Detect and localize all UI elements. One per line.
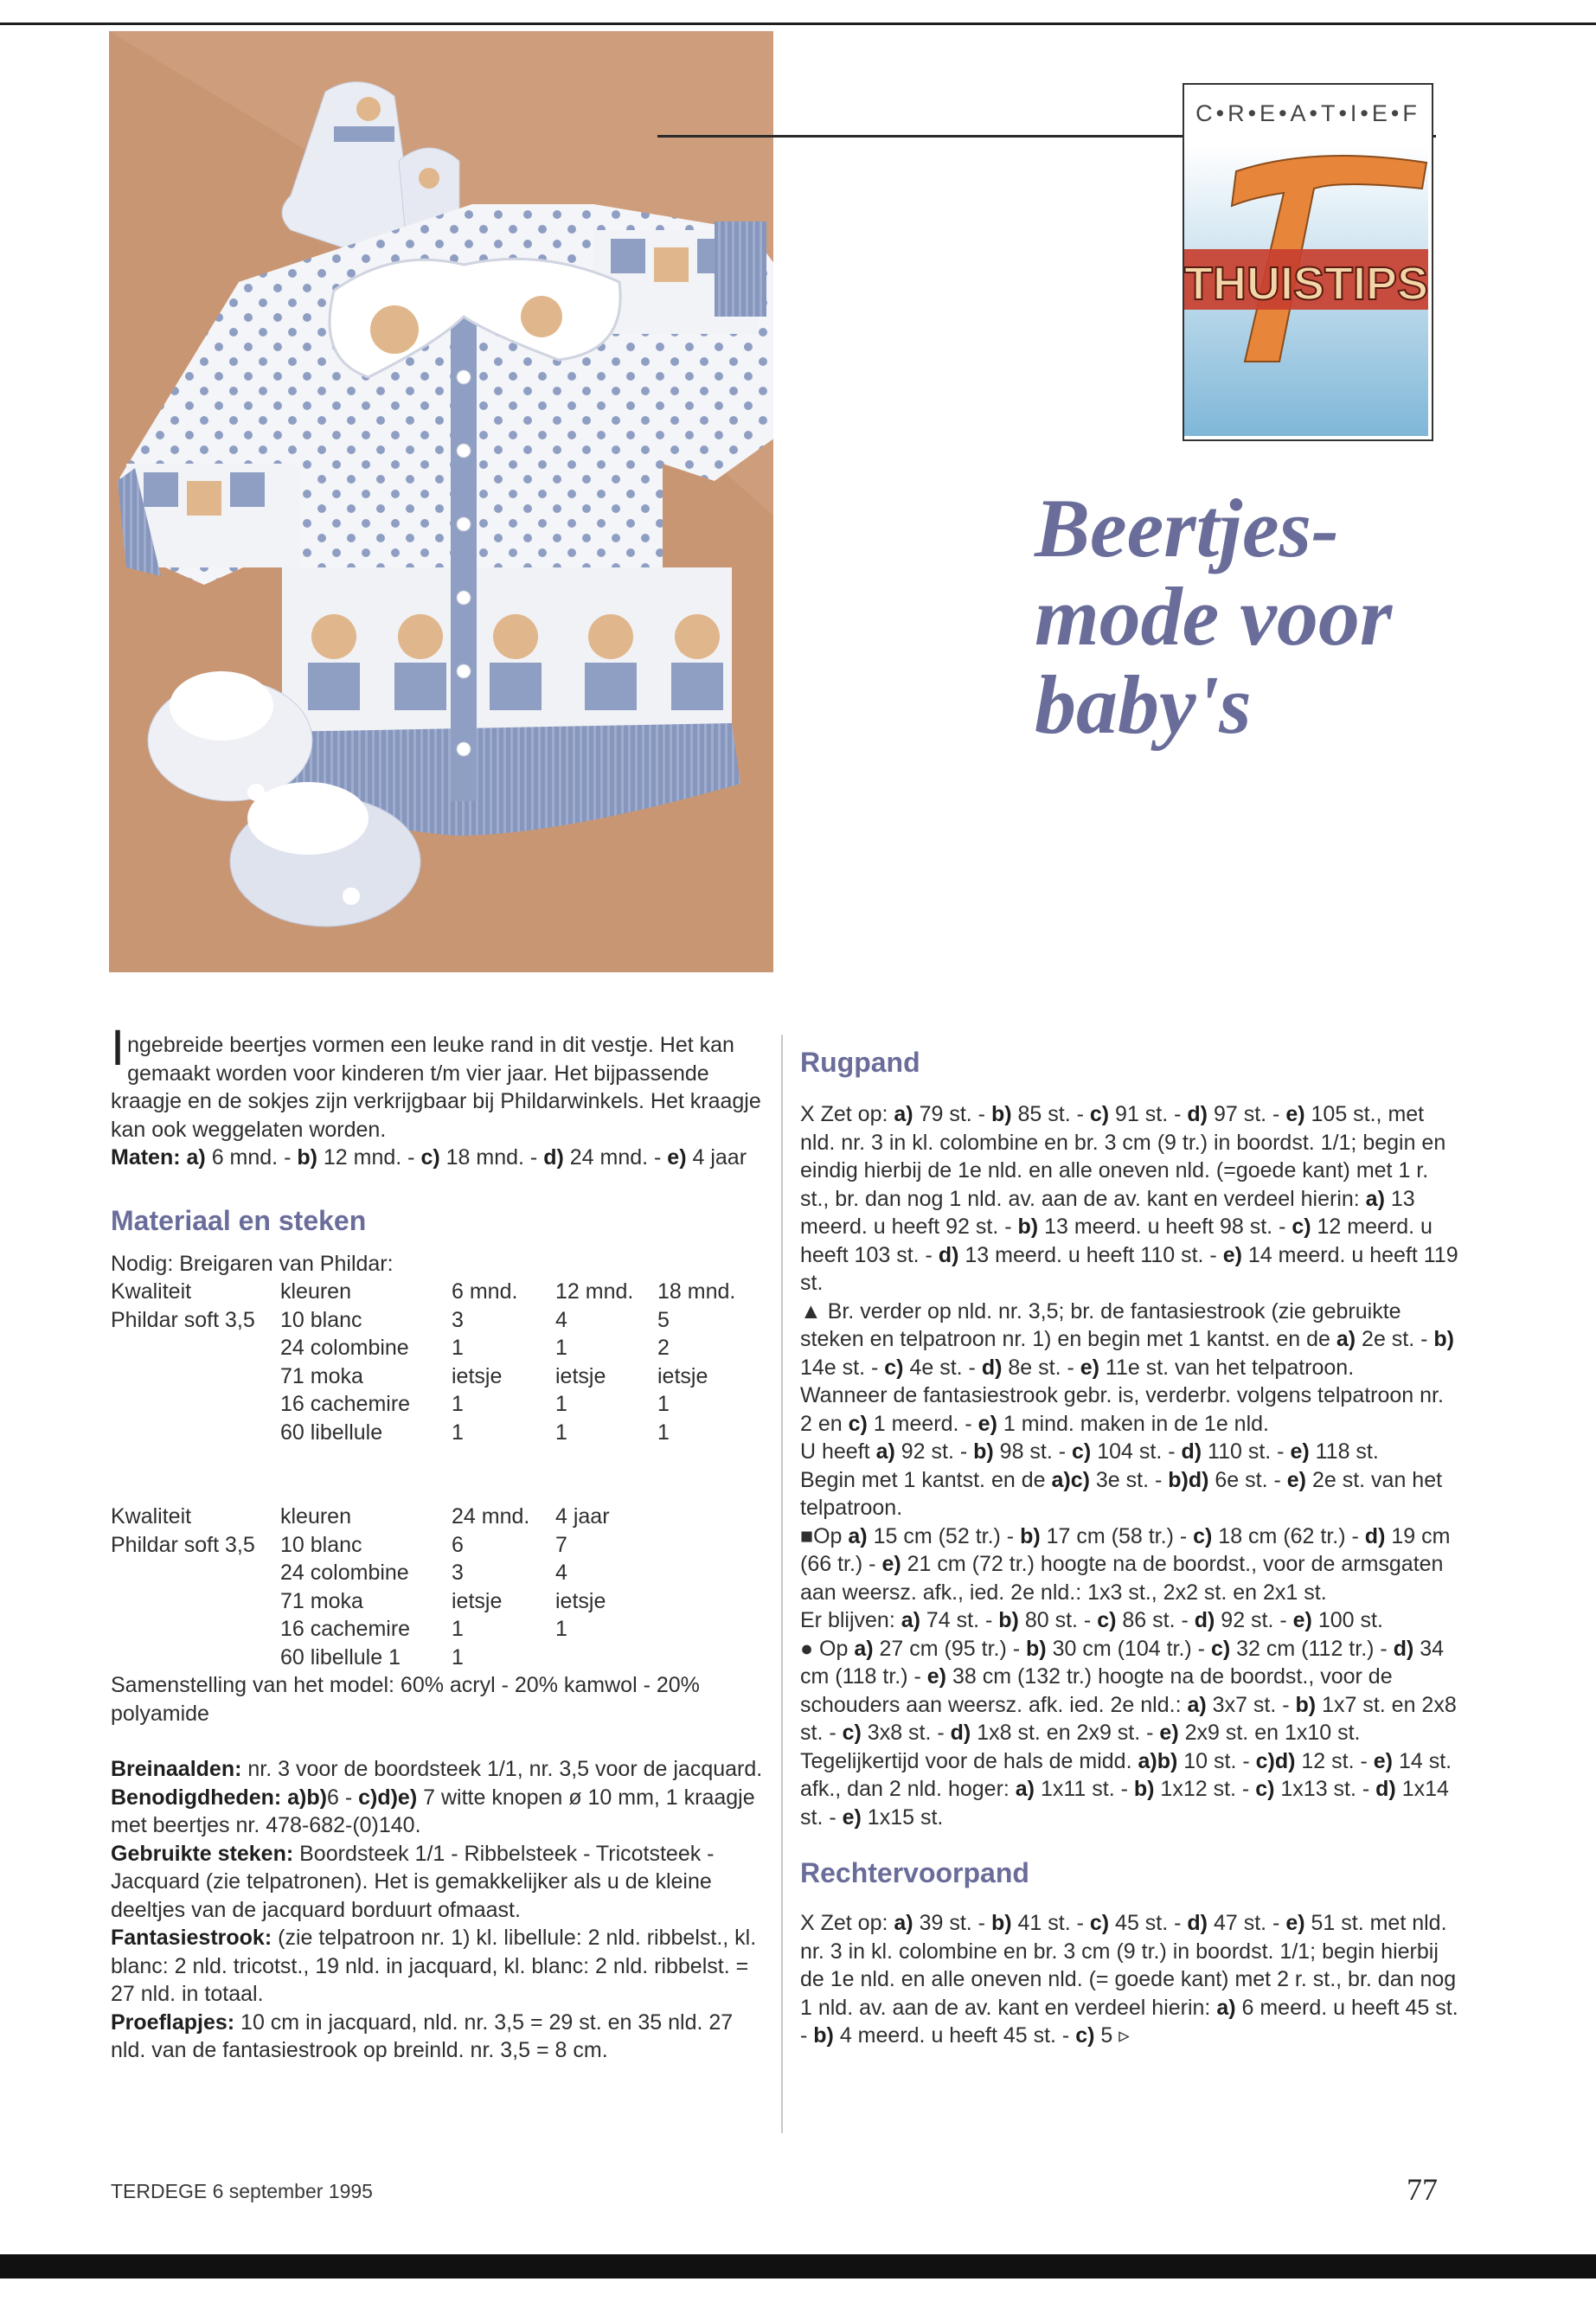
yarn-table-2-cell: 1 (452, 1644, 464, 1670)
maten-c: c) (420, 1145, 440, 1170)
yarn-table-2-cell: ietsje (555, 1588, 606, 1613)
yarn-table-2-row (111, 1644, 657, 1672)
yarn-table-2-cell (111, 1587, 280, 1616)
yarn-table-1-cell: 1 (452, 1420, 464, 1445)
yarn-table-2-cell: 6 (452, 1532, 464, 1557)
yarn-table-1-cell: 1 (452, 1392, 464, 1416)
yarn-table-2-cell: ietsje (452, 1588, 503, 1613)
proeflapjes (111, 2009, 772, 2065)
rechtervoorpand-heading: Rechtervoorpand (800, 1857, 1029, 1888)
maten-c-text: 18 mnd. - (439, 1145, 544, 1170)
yarn-table-2-cell (111, 1644, 280, 1672)
yarn-table-1-cell (111, 1362, 280, 1391)
yarn-table-1-row (111, 1306, 753, 1335)
column-separator (781, 1035, 783, 2133)
breinaalden-text: nr. 3 voor de boordsteek 1/1, nr. 3,5 voor de jacquard. (241, 1757, 763, 1781)
yarn-table-1-cell: 1 (452, 1336, 464, 1360)
yarn-table-2-cell: 24 mnd. (452, 1504, 530, 1529)
yarn-table-1-cell: 3 (452, 1307, 464, 1332)
breinaalden (111, 1755, 772, 1784)
yarn-table-2-cell: kleuren (280, 1504, 351, 1529)
breinaalden-label: Breinaalden: (111, 1757, 242, 1781)
footer-source: TERDEGE 6 september 1995 (111, 2180, 373, 2202)
yarn-table-2-cell: 60 libellule 1 (280, 1644, 401, 1670)
intro-paragraph (111, 1020, 772, 1144)
yarn-table-1-cell: 18 mnd. (657, 1279, 736, 1304)
fantasie-label: Fantasiestrook: (111, 1926, 272, 1950)
rugpand-p5: Begin met 1 kantst. en de a)c) 3e st. - b)d) 6e st. - e) 2e st. van het telpatroon. (800, 1467, 1443, 1520)
title-line-1: Beertjes- (1035, 482, 1339, 574)
yarn-table-1-cell: 1 (657, 1392, 670, 1416)
nodig-line: Nodig: Breigaren van Phildar: (111, 1251, 394, 1276)
yarn-table-1-cell: 2 (657, 1336, 670, 1360)
materiaal-heading: Materiaal en steken (111, 1204, 367, 1236)
rugpand-p6: ■Op a) 15 cm (52 tr.) - b) 17 cm (58 tr.) - c) 18 cm (62 tr.) - d) 19 cm (66 tr.) - e) 21 cm (72 tr.) hoogte na de boordst., voor de armsgaten aan weersz. afk., ied. 2e nld.: 1x3 st., 2x2 st. en 2x1 st. (800, 1523, 1451, 1605)
yarn-table-2-cell (555, 1644, 657, 1672)
maten-d: d) (543, 1145, 564, 1170)
yarn-table-2-row (111, 1559, 657, 1587)
proef-label: Proeflapjes: (111, 2009, 235, 2035)
yarn-table-1-cell: 1 (657, 1420, 670, 1445)
rugpand-p4: U heeft a) 92 st. - b) 98 st. - c) 104 st. - d) 110 st. - e) 118 st. (800, 1439, 1379, 1464)
yarn-table-2-header-row (111, 1503, 657, 1531)
yarn-table-1-cell: 1 (555, 1336, 567, 1360)
rugpand-p9: Tegelijkertijd voor de hals de midd. a)b) 10 st. - c)d) 12 st. - e) 14 st. afk., dan 2 nld. hoger: a) 1x11 st. - b) 1x12 st. - c) 1x13 st. - d) 1x14 st. - e) 1x15 st. (800, 1748, 1452, 1830)
title-line-2: mode voor (1035, 570, 1393, 663)
yarn-table-1-cell: 6 mnd. (452, 1279, 518, 1304)
yarn-table-2-row (111, 1587, 657, 1616)
samenstelling: Samenstelling van het model: 60% acryl - 20% kamwol - 20% polyamide (111, 1673, 700, 1726)
fantasiestrook (111, 1924, 772, 2009)
yarn-table-1-cell: 4 (555, 1307, 567, 1332)
yarn-table-1-cell: 5 (657, 1307, 670, 1332)
rugpand-p8: ● Op a) 27 cm (95 tr.) - b) 30 cm (104 tr.) - c) 32 cm (112 tr.) - d) 34 cm (118 tr.) - e) 38 cm (132 tr.) hoogte na de boordst., voor de schouders aan weersz. afk. ied. 2e nld.: a) 3x7 st. - b) 1x7 st. en 2x8 st. - c) 3x8 st. - d) 1x8 st. en 2x9 st. - e) 2x9 st. en 1x10 st. (800, 1636, 1457, 1745)
rugpand-heading: Rugpand (800, 1047, 920, 1078)
yarn-table-1-cell: 60 libellule (280, 1420, 383, 1445)
rugpand-p3: Wanneer de fantasiestrook gebr. is, verderbr. volgens telpatroon nr. 2 en c) 1 meerd. - e) 1 mind. maken in de 1e nld. (800, 1383, 1444, 1436)
yarn-table-2-cell: 10 blanc (280, 1532, 362, 1557)
intro-text: ngebreide beertjes vormen een leuke rand in dit vestje. Het kan gemaakt worden voor kinderen t/m vier jaar. Het bijpassende kraagje en de sokjes zijn verkrijgbaar bij Phildarwinkels. Het kraagje kan ook weggelaten worden. (111, 1033, 761, 1142)
yarn-table-1-cell: ietsje (555, 1363, 606, 1388)
right-column (800, 1045, 1459, 2050)
maten-e: e) (667, 1145, 687, 1170)
benodigdheden-text-2: 7 witte knopen ø 10 mm, 1 kraagje met beertjes nr. 478-682-(0)140. (111, 1785, 755, 1837)
benodigdheden-text-1: 6 - (326, 1785, 359, 1810)
maten-a-text: 6 mnd. - (205, 1145, 298, 1170)
logo-creatief-text: C•R•E•A•T•I•E•F (1195, 100, 1420, 126)
maten-b: b) (297, 1145, 317, 1170)
yarn-table-1-cell (111, 1334, 280, 1362)
maten-d-text: 24 mnd. - (563, 1145, 668, 1170)
title-line-3: baby's (1035, 658, 1252, 751)
rechter-p1: X Zet op: a) 39 st. - b) 41 st. - c) 45 st. - d) 47 st. - e) 51 st. met nld. nr. 3 in kl. colombine en br. 3 cm (9 tr.) in boordst. 1/1; begin hierbij de 1e nld. en alle oneven nld. (= goede kant) met 2 r. st., br. dan nog 1 nld. av. aan de av. kant en verdeel hierin: a) 6 meerd. u heeft 45 st. - b) 4 meerd. u heeft 45 st. - c) 5 ▹ (800, 1911, 1458, 2048)
bottom-bar (0, 2254, 1596, 2279)
yarn-table-1-cell: 1 (555, 1392, 567, 1416)
yarn-table-1-row (111, 1334, 753, 1362)
page-number: 77 (1407, 2172, 1438, 2207)
fantasie-text: (zie telpatroon nr. 1) kl. libellule: 2 nld. ribbelst., kl. blanc: 2 nld. tricotst., 19 nld. in jacquard, kl. blanc: 2 nld. ribbelst. = 27 nld. in totaal. (111, 1926, 757, 2006)
yarn-table-1-cell: 10 blanc (280, 1307, 362, 1332)
yarn-table-1-cell: 24 colombine (280, 1336, 409, 1360)
yarn-table-1-cell (111, 1390, 280, 1419)
yarn-table-2-cell: Phildar soft 3,5 (111, 1532, 255, 1557)
yarn-table-1-cell: 12 mnd. (555, 1279, 634, 1304)
yarn-table-1-cell: 16 cachemire (280, 1392, 411, 1416)
benodigdheden (111, 1784, 772, 1840)
cardigan-photo (109, 31, 773, 972)
proef-text: 10 cm in jacquard, nld. nr. 3,5 = 29 st. en 35 nld. 27 nld. van de fantasiestrook op breinld. nr. 3,5 = 8 cm. (111, 2009, 734, 2062)
yarn-table-1-cell: kleuren (280, 1279, 351, 1304)
yarn-table-1-cell: ietsje (452, 1363, 503, 1388)
yarn-table-1-row (111, 1419, 753, 1447)
maten-e-text: 4 jaar (686, 1145, 747, 1170)
yarn-table-1-header-row (111, 1278, 753, 1306)
rugpand-p1: X Zet op: a) 79 st. - b) 85 st. - c) 91 st. - d) 97 st. - e) 105 st., met nld. nr. 3 in kl. colombine en br. 3 cm (9 tr.) in boordst. 1/1; begin en eindig hierbij de 1e nld. en alle oneven nld. (=goede kant) met 1 r. st., br. dan nog 1 nld. av. aan de av. kant en verdeel hierin: a) 13 meerd. u heeft 92 st. - b) 13 meerd. u heeft 98 st. - c) 12 meerd. u heeft 103 st. - d) 13 meerd. u heeft 110 st. - e) 14 meerd. u heeft 119 st. (800, 1102, 1458, 1295)
benodigdheden-cde: c)d)e) (358, 1785, 418, 1810)
left-column (111, 1020, 772, 2065)
yarn-table-2-cell: 71 moka (280, 1588, 363, 1613)
steken-text: Boordsteek 1/1 - Ribbelsteek - Tricotsteek - Jacquard (zie telpatronen). Het is gemakkelijker als u de kleine deeltjes van de jacquard borduurt ofmaast. (111, 1841, 715, 1922)
yarn-table-1-cell: Kwaliteit (111, 1279, 192, 1304)
yarn-table-1-cell: ietsje (657, 1363, 708, 1388)
yarn-table-1-cell: 71 moka (280, 1363, 363, 1388)
maten-a: a) (186, 1145, 206, 1170)
yarn-table-1-cell (111, 1419, 280, 1447)
drop-cap: I (111, 1020, 125, 1076)
logo-thuistips-text: THUISTIPS (1184, 258, 1429, 310)
top-rule (0, 22, 1596, 25)
maten-line (111, 1144, 772, 1172)
yarn-table-1-cell: 1 (555, 1420, 567, 1445)
yarn-table-2-cell (111, 1615, 280, 1644)
yarn-table-2-cell: 4 jaar (555, 1504, 610, 1529)
article-title (1035, 484, 1554, 749)
gebruikte-steken (111, 1840, 772, 1925)
yarn-table-1-row (111, 1362, 753, 1391)
yarn-table-2-cell: 4 (555, 1561, 567, 1585)
creatief-thuistips-logo (1183, 83, 1433, 441)
yarn-table-2-cell: 3 (452, 1561, 464, 1585)
rugpand-p7: Er blijven: a) 74 st. - b) 80 st. - c) 86 st. - d) 92 st. - e) 100 st. (800, 1608, 1383, 1632)
yarn-table-1-row (111, 1390, 753, 1419)
yarn-table-2-cell: 16 cachemire (280, 1617, 411, 1641)
yarn-table-2-cell: 1 (555, 1617, 567, 1641)
yarn-table-2-row (111, 1531, 657, 1560)
yarn-table-2 (111, 1503, 657, 1671)
benodigdheden-label: Benodigdheden: a)b) (111, 1785, 327, 1810)
yarn-table-2-cell: 1 (452, 1617, 464, 1641)
yarn-table-2-cell (111, 1559, 280, 1587)
yarn-table-1-cell: Phildar soft 3,5 (111, 1307, 255, 1332)
yarn-table-1 (111, 1278, 753, 1446)
yarn-table-2-cell: Kwaliteit (111, 1504, 192, 1529)
steken-label: Gebruikte steken: (111, 1841, 294, 1866)
yarn-table-2-row (111, 1615, 657, 1644)
maten-label: Maten: (111, 1145, 181, 1170)
thuistips-logo-graphic (1184, 145, 1432, 436)
yarn-table-2-cell: 24 colombine (280, 1561, 409, 1585)
rugpand-p2: ▲ Br. verder op nld. nr. 3,5; br. de fantasiestrook (zie gebruikte steken en telpatroon nr. 1) en begin met 1 kantst. en de a) 2e st. - b) 14e st. - c) 4e st. - d) 8e st. - e) 11e st. van het telpatroon. (800, 1298, 1455, 1380)
yarn-table-2-cell: 7 (555, 1532, 567, 1557)
maten-b-text: 12 mnd. - (317, 1145, 421, 1170)
